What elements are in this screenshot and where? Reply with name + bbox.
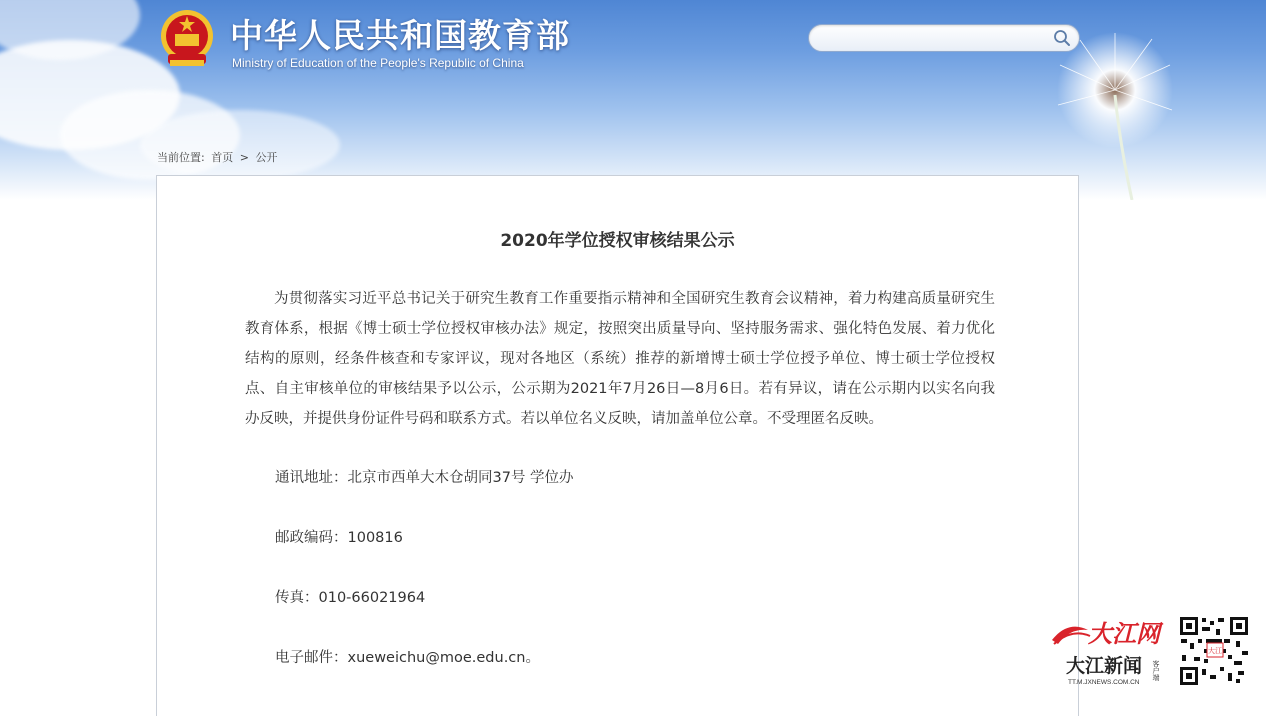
article-title: 2020年学位授权审核结果公示 <box>500 231 735 251</box>
site-title: 中华人民共和国教育部 <box>230 16 570 55</box>
contact-email: 电子邮件：xueweichu@moe.edu.cn。 <box>275 650 540 666</box>
dajiang-watermark-logo <box>1048 614 1178 688</box>
watermark-url: TT.M.JXNEWS.COM.CN <box>1068 679 1140 686</box>
qr-code-icon <box>1178 615 1250 687</box>
contact-address: 通讯地址：北京市西单大木仓胡同37号 学位办 <box>275 470 574 486</box>
qr-center-label: 大江 <box>1208 647 1222 655</box>
site-header <box>0 0 1266 200</box>
breadcrumb-separator: > <box>239 151 249 164</box>
contact-fax: 传真：010-66021964 <box>275 590 426 606</box>
contact-postcode: 邮政编码：100816 <box>275 530 403 546</box>
watermark-client-label: 客户端 <box>1152 660 1160 681</box>
national-emblem-icon <box>158 8 216 70</box>
article-body <box>245 284 995 434</box>
watermark-news-text: 大江新闻 <box>1066 655 1143 677</box>
dandelion-icon <box>1040 25 1190 200</box>
article-container <box>156 175 1079 716</box>
site-subtitle: Ministry of Education of the People's Republic of China <box>232 56 524 70</box>
breadcrumb-current[interactable]: 公开 <box>255 151 278 164</box>
article-paragraph: 为贯彻落实习近平总书记关于研究生教育工作重要指示精神和全国研究生教育会议精神，着力构建高质量研究生教育体系，根据《博士硕士学位授权审核办法》规定，按照突出质量导向、坚持服务需求、强化特色发展、着力优化结构的原则，经条件核查和专家评议，现对各地区（系统）推荐的新增博士硕士学位授予单位、博士硕士学位授权点、自主审核单位的审核结果予以公示，公示期为2021年7月26日—8月6日。若有异议，请在公示期内以实名向我办反映，并提供身份证件号码和联系方式。若以单位名义反映，请加盖单位公章。不受理匿名反映。 <box>245 291 995 427</box>
search-input[interactable] <box>821 28 1045 50</box>
breadcrumb <box>157 149 280 165</box>
watermark-logo-text: 大江网 <box>1088 619 1160 648</box>
breadcrumb-prefix: 当前位置: <box>157 151 205 164</box>
breadcrumb-home-link[interactable]: 首页 <box>211 151 234 164</box>
